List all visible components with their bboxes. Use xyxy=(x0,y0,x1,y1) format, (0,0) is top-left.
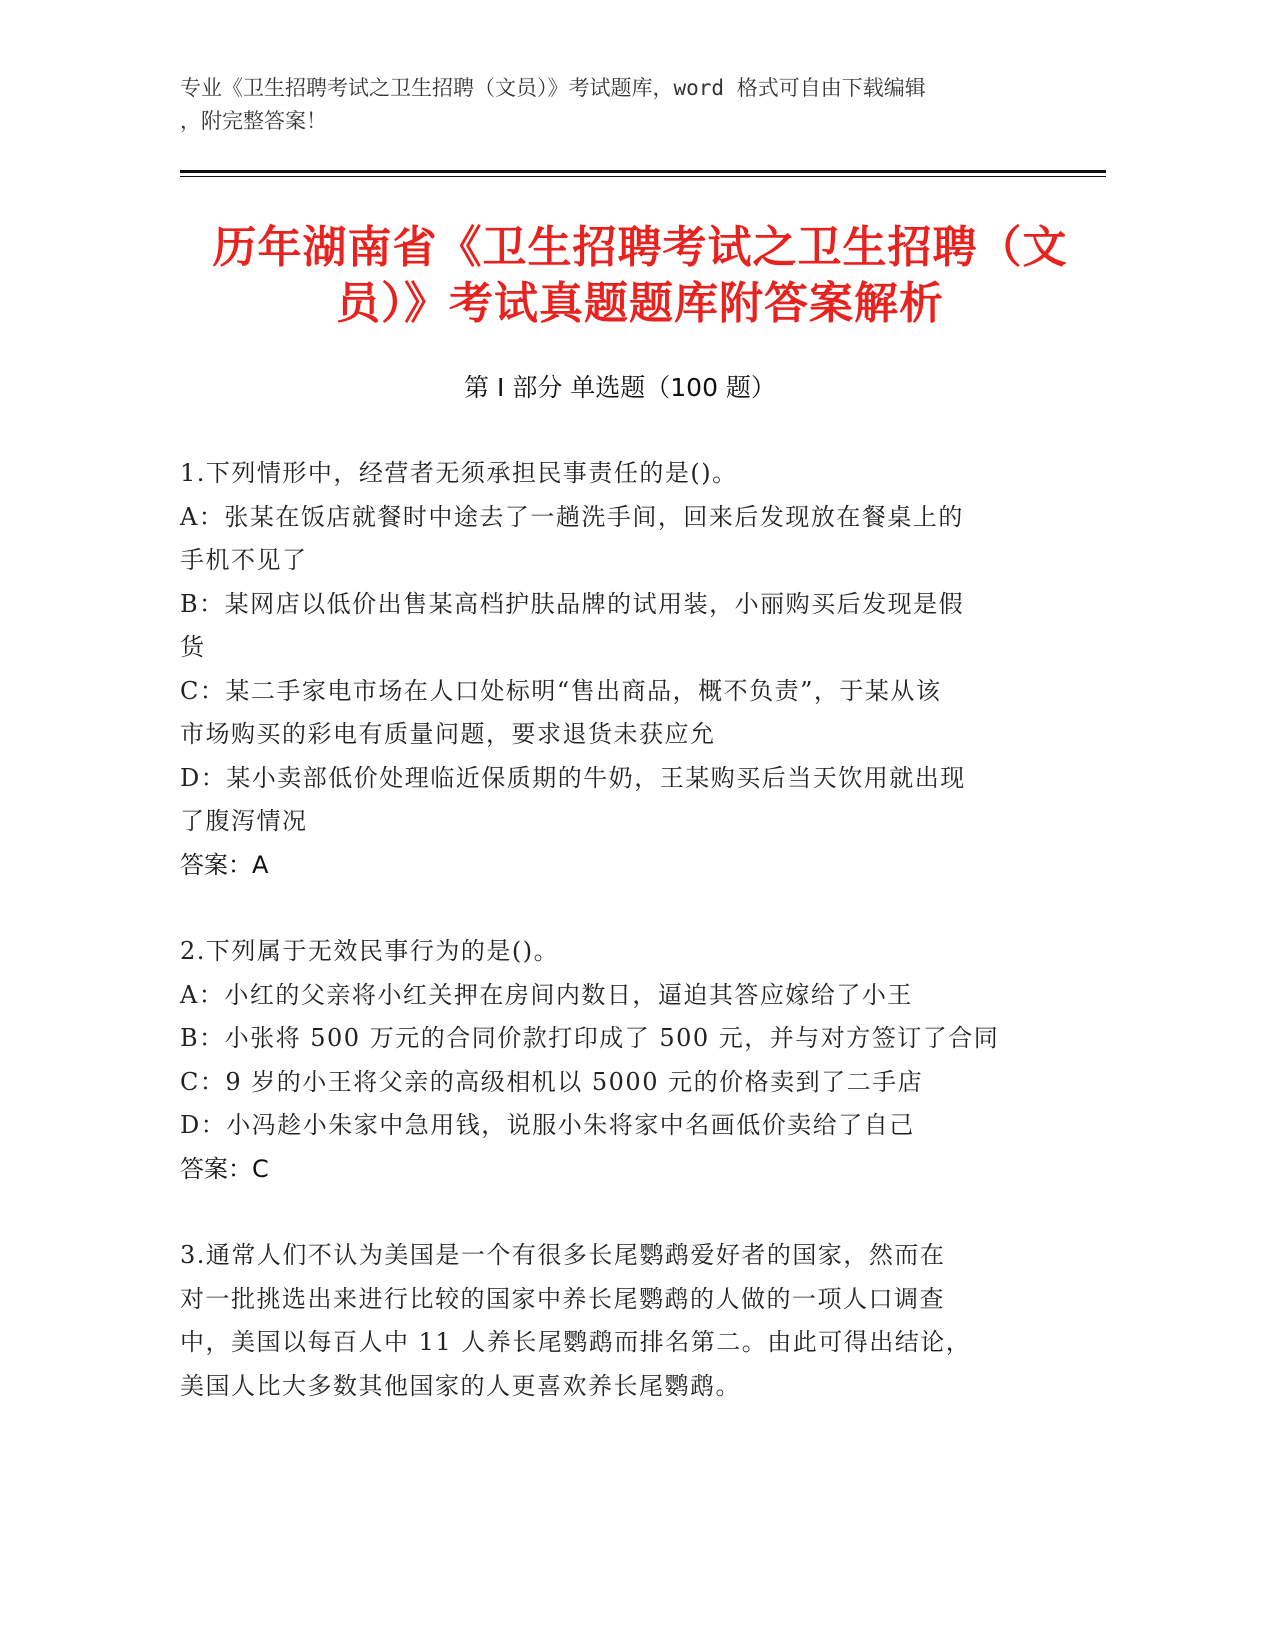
option-line: 货 xyxy=(180,633,206,661)
question-list xyxy=(180,452,1040,1451)
question-1 xyxy=(180,452,1040,887)
option-line: D：某小卖部低价处理临近保质期的牛奶，王某购买后当天饮用就出现 xyxy=(180,763,966,792)
option-d: D：小冯趁小朱家中急用钱，说服小朱将家中名画低价卖给了自己 xyxy=(180,1111,915,1139)
question-stem-line: 中，美国以每百人中 11 人养长尾鹦鹉而排名第二。由此可得出结论， xyxy=(180,1328,972,1356)
option-c: C：9 岁的小王将父亲的高级相机以 5000 元的价格卖到了二手店 xyxy=(180,1067,924,1096)
document-title-line-2: 员）》考试真题题库附答案解析 xyxy=(336,278,944,329)
header-divider-thin xyxy=(180,176,1106,177)
option-a xyxy=(180,496,1040,583)
option-line: A：张某在饭店就餐时中途去了一趟洗手间，回来后发现放在餐桌上的 xyxy=(180,502,964,531)
option-line: 手机不见了 xyxy=(180,546,308,574)
option-line: B：某网店以低价出售某高档护肤品牌的试用装，小丽购买后发现是假 xyxy=(180,589,965,618)
option-d xyxy=(180,757,1040,844)
option-b xyxy=(180,583,1040,670)
header-note-line-2: ，附完整答案！ xyxy=(180,109,327,133)
answer-label: 答案：A xyxy=(180,850,269,879)
document-title xyxy=(160,220,1120,332)
header-note-line-1: 专业《卫生招聘考试之卫生招聘（文员）》考试题库，word 格式可自由下载编辑 xyxy=(180,76,926,100)
question-stem-line: 美国人比大多数其他国家的人更喜欢养长尾鹦鹉。 xyxy=(180,1371,741,1400)
question-stem-line: 3.通常人们不认为美国是一个有很多长尾鹦鹉爱好者的国家，然而在 xyxy=(180,1241,946,1269)
option-c xyxy=(180,670,1040,757)
option-line: 市场购买的彩电有质量问题，要求退货未获应允 xyxy=(180,720,716,748)
section-title: 第 I 部分 单选题（100 题） xyxy=(464,373,776,402)
option-line: C：某二手家电市场在人口处标明“售出商品，概不负责”，于某从该 xyxy=(180,676,942,705)
question-stem: 1.下列情形中，经营者无须承担民事责任的是()。 xyxy=(180,459,738,487)
answer-label: 答案：C xyxy=(180,1154,269,1183)
document-title-line-1: 历年湖南省《卫生招聘考试之卫生招聘（文 xyxy=(212,222,1068,273)
header-divider-thick xyxy=(180,170,1106,173)
question-stem-line: 对一批挑选出来进行比较的国家中养长尾鹦鹉的人做的一项人口调查 xyxy=(180,1284,945,1313)
question-stem: 2.下列属于无效民事行为的是()。 xyxy=(180,937,560,965)
header-note xyxy=(180,72,1060,138)
question-3 xyxy=(180,1234,1040,1408)
option-a: A：小红的父亲将小红关押在房间内数日，逼迫其答应嫁给了小王 xyxy=(180,980,913,1009)
option-b: B：小张将 500 万元的合同价款打印成了 500 元，并与对方签订了合同 xyxy=(180,1024,1000,1052)
option-line: 了腹泻情况 xyxy=(180,807,308,835)
question-2 xyxy=(180,930,1040,1191)
